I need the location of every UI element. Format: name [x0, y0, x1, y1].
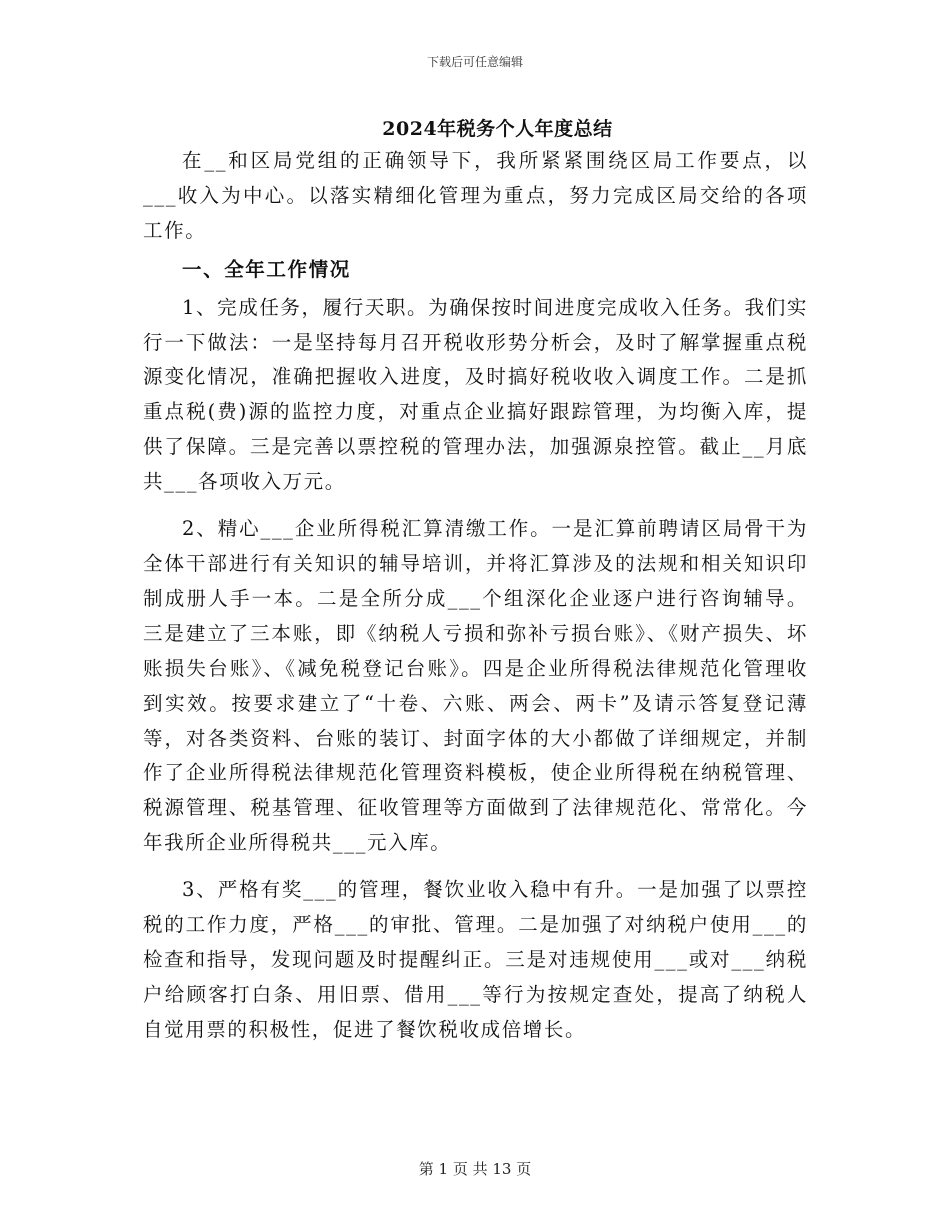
section-heading: 一、全年工作情况 — [182, 257, 351, 281]
intro-paragraph: 在__和区局党组的正确领导下，我所紧紧围绕区局工作要点，以___收入为中心。以落实精细化管理为重点，努力完成区局交给的各项工作。 — [143, 149, 808, 242]
paragraph-3: 3、严格有奖___的管理，餐饮业收入稳中有升。一是加强了以票控税的工作力度，严格___的审批、管理。二是加强了对纳税户使用___的检查和指导，发现问题及时提醒纠正。三是对违规使用___或对___纳税户给顾客打白条、用旧票、借用___等行为按规定查处，提高了纳税人自觉用票的积极性，促进了餐饮税收成倍增长。 — [143, 878, 808, 1041]
header-note: 下载后可任意编辑 — [426, 55, 523, 69]
document-body — [143, 144, 808, 1048]
page-number: 第 1 页 共 13 页 — [418, 1160, 532, 1178]
document-title: 2024年税务个人年度总结 — [382, 118, 613, 140]
paragraph-1: 1、完成任务，履行天职。为确保按时间进度完成收入任务。我们实行一下做法：一是坚持每月召开税收形势分析会，及时了解掌握重点税源变化情况，准确把握收入进度，及时搞好税收收入调度工作。二是抓重点税(费)源的监控力度，对重点企业搞好跟踪管理，为均衡入库，提供了保障。三是完善以票控税的管理办法，加强源泉控管。截止__月底共___各项收入万元。 — [143, 295, 808, 494]
paragraph-2: 2、精心___企业所得税汇算清缴工作。一是汇算前聘请区局骨干为全体干部进行有关知识的辅导培训，并将汇算涉及的法规和相关知识印制成册人手一本。二是全所分成___个组深化企业逐户进行咨询辅导。三是建立了三本账，即《纳税人亏损和弥补亏损台账》、《财产损失、坏账损失台账》、《减免税登记台账》。四是企业所得税法律规范化管理收到实效。按要求建立了“十卷、六账、两会、两卡”及请示答复登记薄等，对各类资料、台账的装订、封面字体的大小都做了详细规定，并制作了企业所得税法律规范化管理资料模板，使企业所得税在纳税管理、税源管理、税基管理、征收管理等方面做到了法律规范化、常常化。今年我所企业所得税共___元入库。 — [143, 517, 808, 855]
